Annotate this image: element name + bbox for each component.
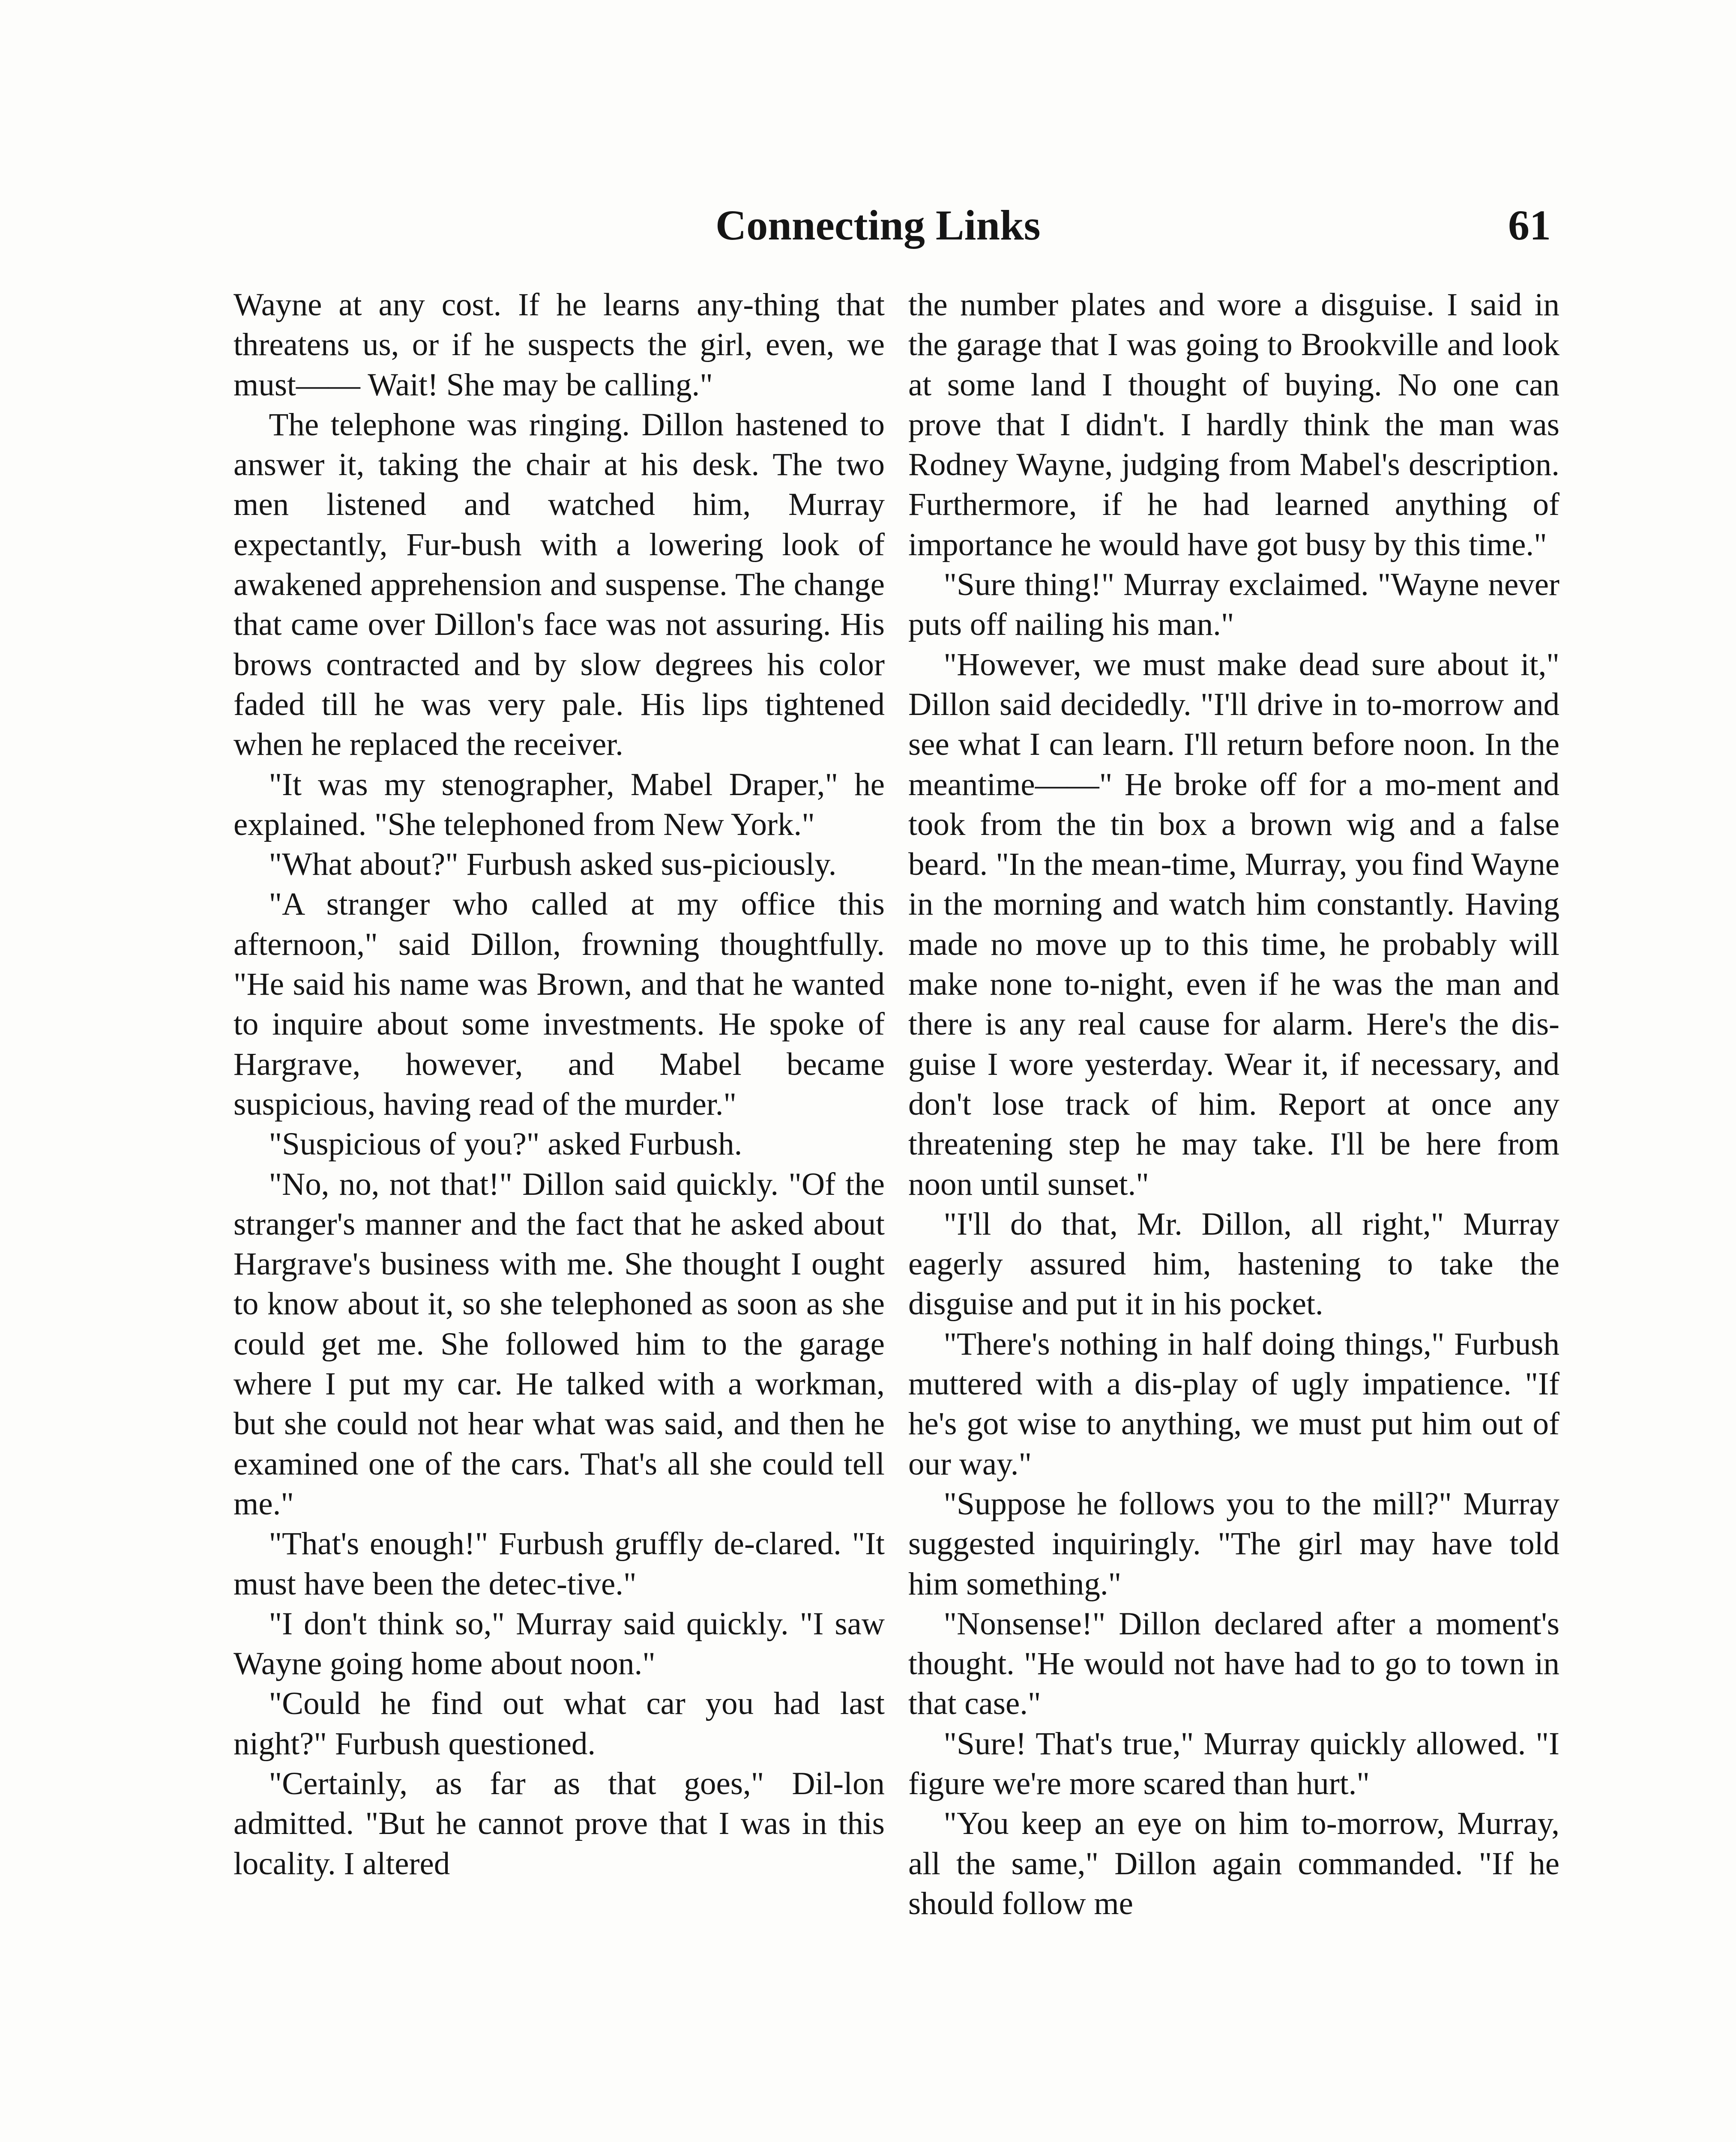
paragraph: "Suppose he follows you to the mill?" Murray suggested inquiringly. "The girl may have told him something." — [908, 1486, 1559, 1602]
page-number: 61 — [1508, 201, 1551, 249]
paragraph: "Suspicious of you?" asked Furbush. — [269, 1126, 742, 1162]
left-column — [233, 285, 885, 1884]
paragraph: "You keep an eye on him to-morrow, Murray, all the same," Dillon again commanded. "If he should follow me — [908, 1806, 1559, 1921]
paragraph: "Nonsense!" Dillon declared after a moment's thought. "He would not have had to go to town in that case." — [908, 1606, 1559, 1722]
paragraph: "I'll do that, Mr. Dillon, all right," Murray eagerly assured him, hastening to take the disguise and put it in his pocket. — [908, 1206, 1559, 1322]
paragraph: "That's enough!" Furbush gruffly de-clared. "It must have been the detec-tive." — [233, 1526, 885, 1602]
paragraph: "Sure! That's true," Murray quickly allowed. "I figure we're more scared than hurt." — [908, 1726, 1559, 1801]
paragraph: "There's nothing in half doing things," Furbush muttered with a dis-play of ugly impatience. "If he's got wise to anything, we must put him out of our way." — [908, 1326, 1559, 1482]
paragraph: "However, we must make dead sure about it," Dillon said decidedly. "I'll drive in to-morrow and see what I can learn. I'll return before noon. In the meantime——" He broke off for a mo-ment and took from the tin box a brown wig and a false beard. "In the mean-time, Murray, you find Wayne in the morning and watch him constantly. Having made no move up to this time, he probably will make none to-night, even if he was the man and there is any real cause for alarm. Here's the dis-guise I wore yesterday. Wear it, if necessary, and don't lose track of him. Report at once any threatening step he may take. I'll be here from noon until sunset." — [908, 646, 1559, 1202]
running-title: Connecting Links — [715, 201, 1041, 249]
paragraph: the number plates and wore a disguise. I said in the garage that I was going to Brookville and look at some land I thought of buying. No one can prove that I didn't. I hardly think the man was Rodney Wayne, judging from Mabel's description. Furthermore, if he had learned anything of importance he would have got busy by this time." — [908, 287, 1559, 562]
paragraph: "A stranger who called at my office this afternoon," said Dillon, frowning thoughtfully. "He said his name was Brown, and that he wanted to inquire about some investments. He spoke of Hargrave, however, and Mabel became suspicious, having read of the murder." — [233, 886, 885, 1122]
paragraph: The telephone was ringing. Dillon hastened to answer it, taking the chair at his desk. The two men listened and watched him, Murray expectantly, Fur-bush with a lowering look of awakened apprehension and suspense. The change that came over Dillon's face was not assuring. His brows contracted and by slow degrees his color faded till he was very pale. His lips tightened when he replaced the receiver. — [233, 407, 885, 763]
paragraph: Wayne at any cost. If he learns any-thing that threatens us, or if he suspects the girl, even, we must—— Wait! She may be calling." — [233, 287, 885, 403]
paragraph: "Certainly, as far as that goes," Dil-lon admitted. "But he cannot prove that I was in this locality. I altered — [233, 1765, 885, 1882]
paragraph: "Sure thing!" Murray exclaimed. "Wayne never puts off nailing his man." — [908, 567, 1559, 643]
running-header — [715, 200, 1551, 273]
paragraph: "It was my stenographer, Mabel Draper," he explained. "She telephoned from New York." — [233, 766, 885, 842]
paragraph: "No, no, not that!" Dillon said quickly. "Of the stranger's manner and the fact that he asked about Hargrave's business with me. She thought I ought to know about it, so she telephoned as soon as she could get me. She followed him to the garage where I put my car. He talked with a workman, but she could not hear what was said, and then he examined one of the cars. That's all she could tell me." — [233, 1166, 885, 1522]
paragraph: "Could he find out what car you had last night?" Furbush questioned. — [233, 1686, 885, 1762]
right-column — [908, 285, 1559, 1924]
paragraph: "I don't think so," Murray said quickly. "I saw Wayne going home about noon." — [233, 1606, 885, 1682]
paragraph: "What about?" Furbush asked sus-piciously. — [269, 847, 837, 883]
